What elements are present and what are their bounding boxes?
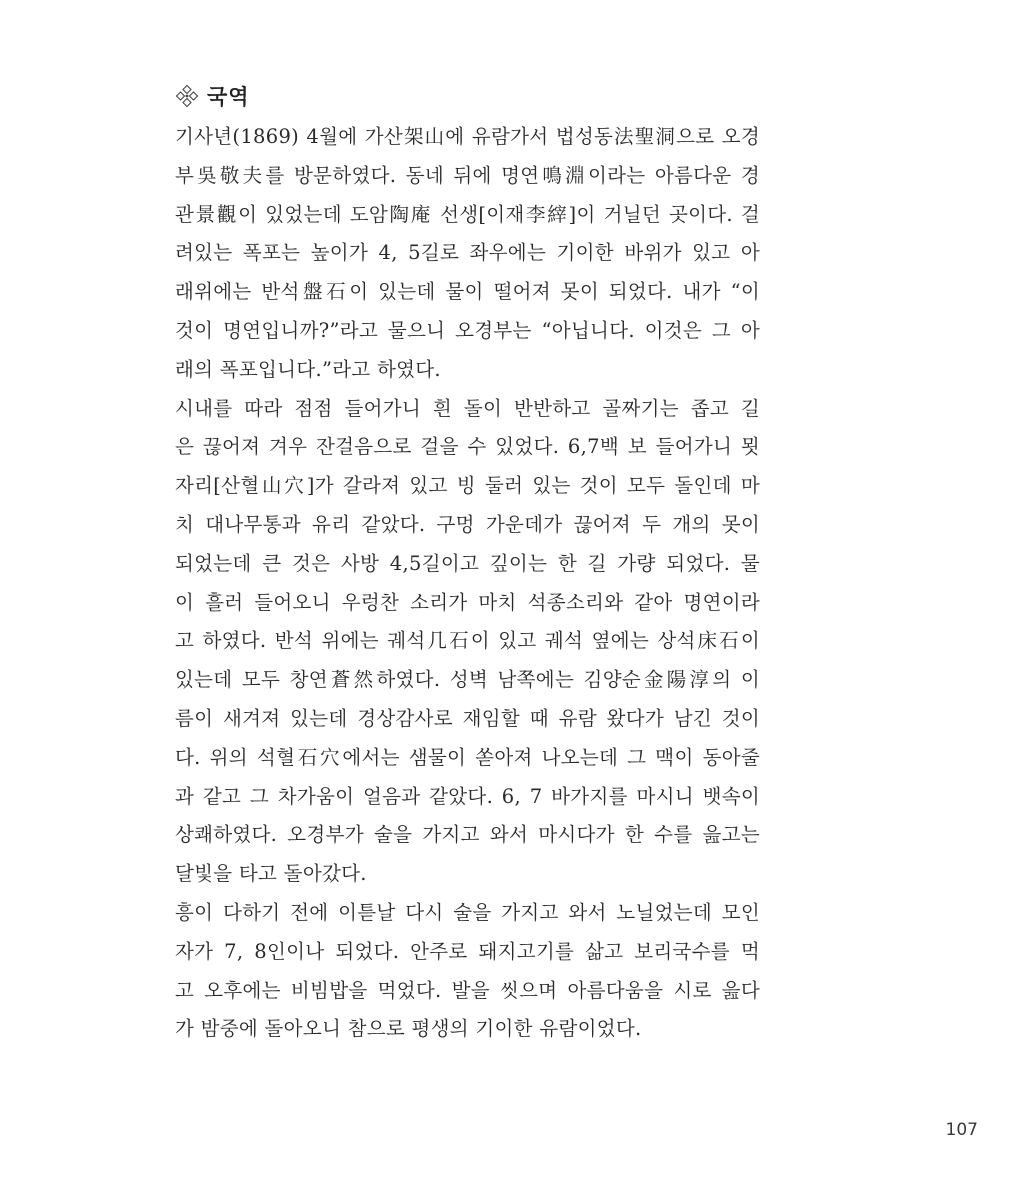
section-heading [175,78,250,114]
text-line: 치 대나무통과 유리 같았다. 구멍 가운데가 끊어져 두 개의 못이 [175,512,760,536]
paragraph-2 [175,390,760,894]
page-number: 107 [945,1120,978,1140]
text-line: 이 흘러 들어오니 우렁찬 소리가 마치 석종소리와 같아 명연이라 [175,590,760,614]
text-line: 시내를 따라 점점 들어가니 흰 돌이 반반하고 골짜기는 좁고 길 [175,396,760,420]
text-line: 과 같고 그 차가움이 얼음과 같았다. 6, 7 바가지를 마시니 뱃속이 [175,784,760,808]
text-line: 있는데 모두 창연蒼然하였다. 성벽 남쪽에는 김양순金陽淳의 이 [175,668,760,692]
body-text [175,118,760,1049]
section-title: 국역 [207,85,250,109]
text-line: 래의 폭포입니다.”라고 하였다. [175,357,441,381]
text-line: 것이 명연입니까?”라고 물으니 오경부는 “아닙니다. 이것은 그 아 [175,318,760,342]
text-line: 고 하였다. 반석 위에는 궤석几石이 있고 궤석 옆에는 상석床石이 [175,629,760,653]
text-line: 은 끊어져 겨우 잔걸음으로 걸을 수 있었다. 6,7백 보 들어가니 묏 [175,435,760,459]
text-line: 관景觀이 있었는데 도암陶庵 선생[이재李縡]이 거닐던 곳이다. 걸 [175,202,760,226]
diamond-ornament-icon [175,84,199,108]
text-line: 부吳敬夫를 방문하였다. 동네 뒤에 명연鳴淵이라는 아름다운 경 [175,163,760,187]
text-line: 다. 위의 석혈石穴에서는 샘물이 쏟아져 나오는데 그 맥이 동아줄 [175,745,760,769]
text-line: 자가 7, 8인이나 되었다. 안주로 돼지고기를 삶고 보리국수를 먹 [175,939,760,963]
text-line: 자리[산혈山穴]가 갈라져 있고 빙 둘러 있는 것이 모두 돌인데 마 [175,474,760,498]
text-line: 흥이 다하기 전에 이튿날 다시 술을 가지고 와서 노닐었는데 모인 [175,900,760,924]
text-line: 되었는데 큰 것은 사방 4,5길이고 깊이는 한 길 가량 되었다. 물 [175,551,760,575]
text-line: 래위에는 반석盤石이 있는데 물이 떨어져 못이 되었다. 내가 “이 [175,280,760,304]
text-line: 고 오후에는 비빔밥을 먹었다. 발을 씻으며 아름다움을 시로 읊다 [175,978,760,1002]
text-line: 름이 새겨져 있는데 경상감사로 재임할 때 유람 왔다가 남긴 것이 [175,706,760,730]
text-line: 려있는 폭포는 높이가 4, 5길로 좌우에는 기이한 바위가 있고 아 [175,241,760,265]
text-line: 상쾌하였다. 오경부가 술을 가지고 와서 마시다가 한 수를 읊고는 [175,823,760,847]
text-line: 달빛을 타고 돌아갔다. [175,862,367,886]
text-line: 가 밤중에 돌아오니 참으로 평생의 기이한 유람이었다. [175,1017,642,1041]
paragraph-3 [175,894,760,1049]
paragraph-1 [175,118,760,390]
text-line: 기사년(1869) 4월에 가산架山에 유람가서 법성동法聖洞으로 오경 [175,125,760,148]
